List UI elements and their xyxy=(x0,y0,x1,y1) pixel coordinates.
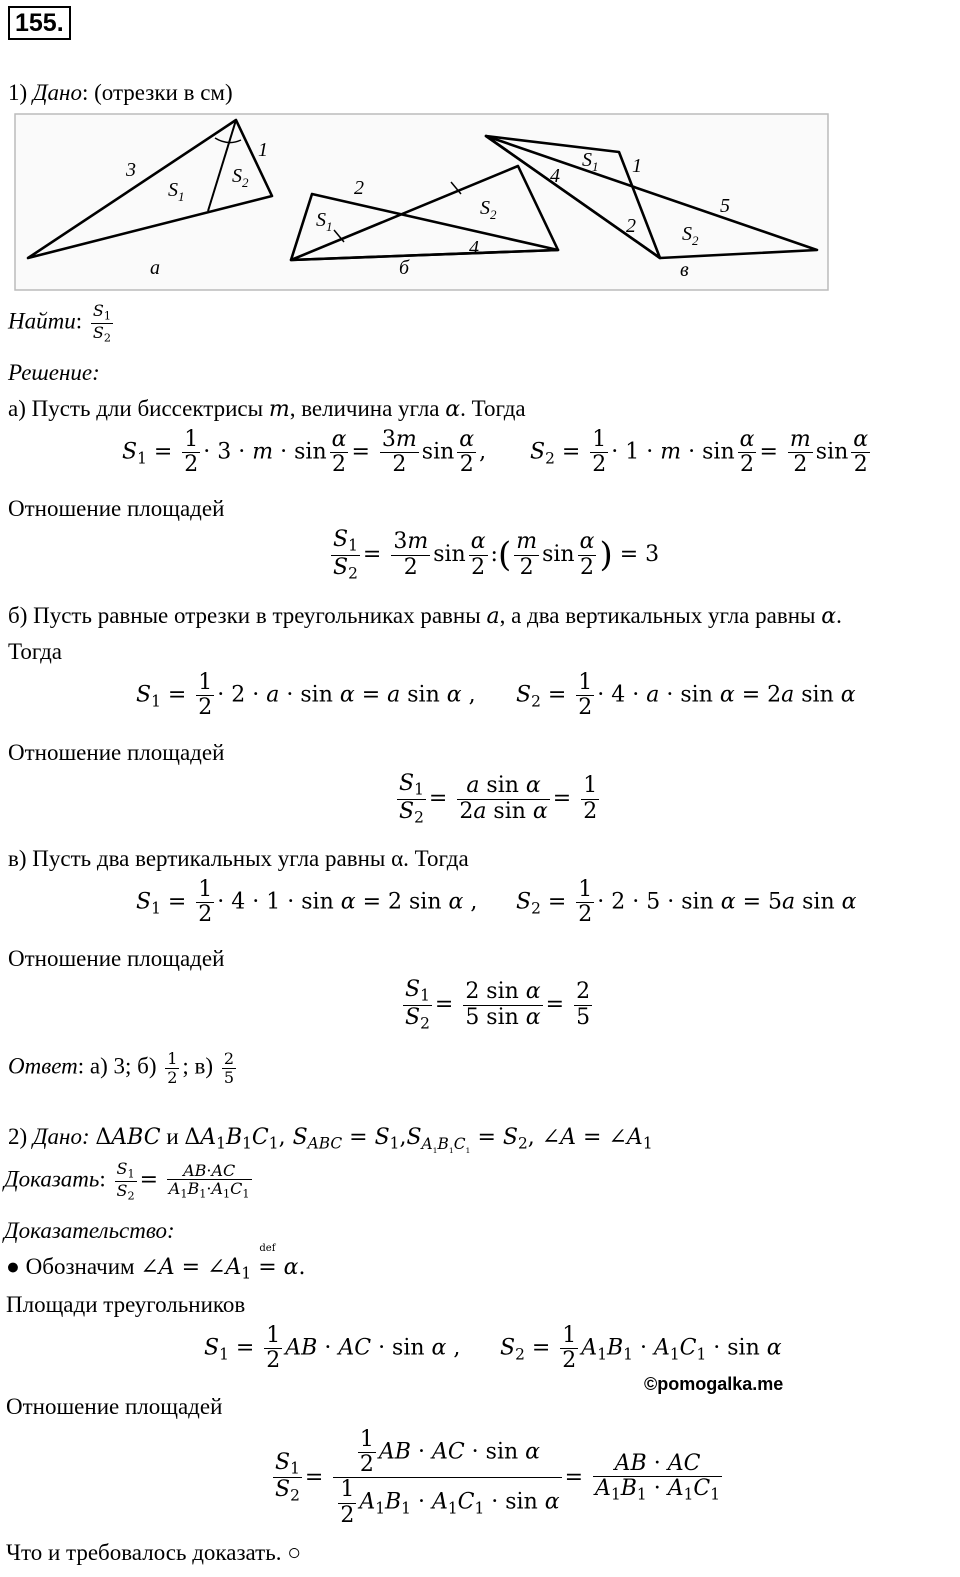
svg-text:1: 1 xyxy=(632,155,642,177)
problem-number: 155. xyxy=(8,6,71,40)
p2-given: 2) Дано: ΔABC и $\Delta A_1B_1C_1$, $S_{ABC} = S_1,S_{A_1B_1C_1} = S_2$, ∠A = $\angle A_1$ xyxy=(8,1124,653,1155)
formula-p2-s1: $S_1$ = $\frac{1}{2}$ AB · AC · sin α , xyxy=(204,1323,461,1374)
svg-text:S2: $S_2$ xyxy=(232,165,249,190)
svg-text:4: 4 xyxy=(550,165,560,187)
svg-text:1: 1 xyxy=(258,139,268,161)
svg-text:2: 2 xyxy=(354,177,364,199)
part-b-text: б) Пусть равные отрезки в треугольниках равны a, а два вертикальных угла равны α. xyxy=(8,603,842,629)
svg-text:4: 4 xyxy=(469,237,479,259)
watermark: ©pomogalka.me xyxy=(644,1374,784,1394)
part-a-text: а) Пусть дли биссектрисы m, величина угла α. Тогда xyxy=(8,396,526,422)
svg-text:5: 5 xyxy=(720,195,730,217)
formula-b-s2: $S_2$ = $\frac{1}{2}$ · 4 · a · sin α = 2a sin α xyxy=(516,670,856,721)
formula-c-s1: $S_1$ = $\frac{1}{2}$ · 4 · 1 · sin α = 2 sin α , xyxy=(136,877,478,928)
given-line: 1) Дано: (отрезки в см) xyxy=(8,80,233,105)
svg-text:S1: $S_1$ xyxy=(316,209,333,234)
formula-a-s1: $S_1$ = $\frac{1}{2}$ · 3 · m · sin $\frac{\alpha}{2}$ = $\frac{3m}{2}$ sin $\frac{\alpha}{2}$ , xyxy=(122,427,487,478)
svg-text:S1: $S_1$ xyxy=(168,179,185,204)
ratio-label-c: Отношение площадей xyxy=(8,946,225,971)
svg-text:S2: $S_2$ xyxy=(480,197,497,222)
ratio-label-a: Отношение площадей xyxy=(8,496,225,521)
svg-text:S2: $S_2$ xyxy=(682,223,699,248)
p2-ratio-label: Отношение площадей xyxy=(6,1394,223,1419)
p2-areas-label: Площади треугольников xyxy=(6,1292,246,1317)
part-b-then: Тогда xyxy=(8,639,63,664)
ratio-label-b: Отношение площадей xyxy=(8,740,225,765)
solution-label: Решение: xyxy=(8,360,100,385)
formula-b-s1: $S_1$ = $\frac{1}{2}$ · 2 · a · sin α = a sin α , xyxy=(136,670,476,721)
p2-proof-label: Доказательство: xyxy=(4,1218,175,1243)
triangles-figure xyxy=(14,110,830,292)
svg-text:S1: $S_1$ xyxy=(582,149,599,174)
svg-text:в: в xyxy=(680,259,689,281)
formula-a-ratio: $\frac{S_1}{S_2}$ = $\frac{3m}{2}$ sin $\frac{\alpha}{2}$ :( $\frac{m}{2}$ sin $\frac{\alpha}{2}$ ) = 3 xyxy=(333,527,660,583)
formula-b-ratio: $\frac{S_1}{S_2}$ = $\frac{\text{a sin α}}{\text{2a sin α}}$ = $\frac{1}{2}$ xyxy=(399,771,598,827)
svg-text:2: 2 xyxy=(626,215,636,237)
svg-text:3: 3 xyxy=(126,159,136,181)
formula-c-ratio: $\frac{S_1}{S_2}$ = $\frac{\text{2 sin α}}{\text{5 sin α}}$ = $\frac{2}{5}$ xyxy=(405,977,591,1033)
p2-prove: Доказать: $\frac{S_1}{S_2}$ = $\frac{AB\cdot AC}{A_1B_1\cdot A_1C_1}$ xyxy=(4,1159,250,1203)
formula-a-s2: $S_2$ = $\frac{1}{2}$ · 1 · m · sin $\frac{\alpha}{2}$ = $\frac{m}{2}$ sin $\frac{\alpha}{2}$ xyxy=(530,427,869,478)
part-c-text: в) Пусть два вертикальных угла равны α. Тогда xyxy=(8,846,469,871)
answer-line: Ответ: а) 3; б) $\frac{1}{2}$ ; в) $\frac{2}{5}$ xyxy=(8,1049,235,1087)
formula-p2-s2: $S_2$ = $\frac{1}{2}$ $A_1B_1 \cdot A_1C_1 \cdot \sin \alpha$ xyxy=(500,1323,782,1374)
formula-p2-ratio: $\frac{S_1}{S_2}$ = $\frac{1}{2}$ AB · AC · sin α $\frac{1}{2}$ $A_1B_1 \cdot A_1C_1 \cdot \sin \alpha$ = $\frac{AB \cdot AC}{A_1B_1 \cdot A_1C_1}$ xyxy=(275,1427,721,1528)
formula-c-s2: $S_2$ = $\frac{1}{2}$ · 2 · 5 · sin α = 5a sin α xyxy=(516,877,857,928)
svg-text:а: а xyxy=(150,257,160,279)
find-line: Найти: $\frac{S_1}{S_2}$ xyxy=(8,301,111,345)
p2-denote: ● Обозначим ∠A = $\angle A_1$ = def α. xyxy=(6,1243,306,1283)
p2-final: Что и требовалось доказать. ○ xyxy=(6,1540,302,1565)
svg-text:б: б xyxy=(399,257,410,279)
